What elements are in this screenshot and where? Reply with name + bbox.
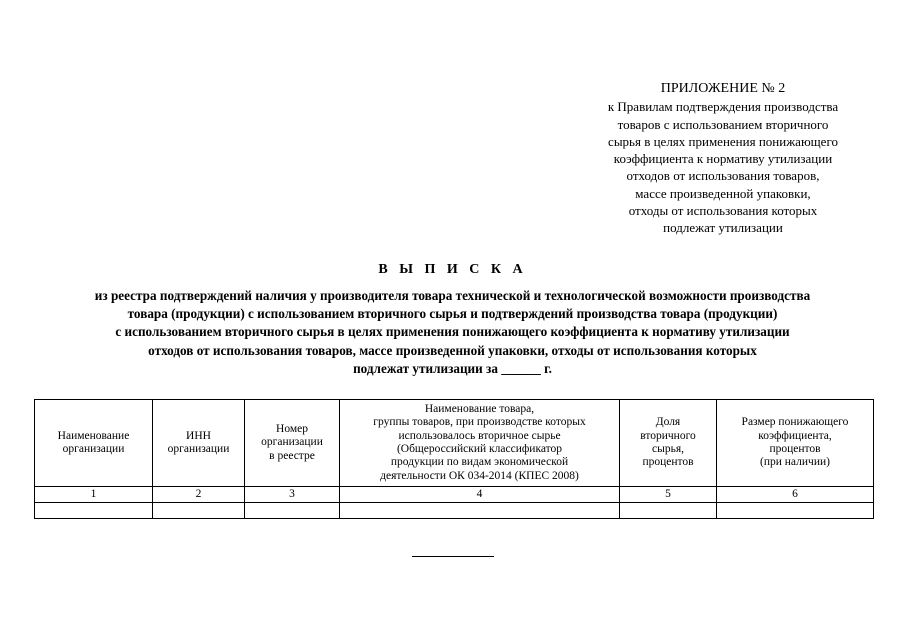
subtitle-line: из реестра подтверждений наличия у производителя товара технической и технологической возможности производства: [94, 288, 811, 303]
table-header-row: [35, 400, 874, 487]
header-product-name: Наименование товара, группы товаров, при производстве которых использовалось вторичное сырье (Общероссийский классификатор продукции по видам экономической деятельности ОК 034-2014 (КПЕС 2008): [340, 400, 620, 487]
empty-cell: [153, 503, 245, 519]
appendix-line: подлежат утилизации: [663, 220, 783, 236]
appendix-line: сырья в целях применения понижающего: [608, 133, 838, 149]
appendix-line: отходы от использования которых: [628, 203, 818, 219]
appendix-heading: ПРИЛОЖЕНИЕ № 2: [660, 81, 786, 96]
appendix-line: коэффициента к нормативу утилизации: [613, 151, 833, 167]
column-number: 1: [35, 487, 153, 503]
header-inn: ИНН организации: [153, 400, 245, 487]
document-subtitle: [30, 287, 875, 378]
appendix-line: к Правилам подтверждения производства: [607, 99, 839, 115]
column-number: 2: [153, 487, 245, 503]
registry-table: [34, 399, 874, 519]
subtitle-line: товара (продукции) с использованием вторичного сырья и подтверждений производства товара (продукции): [127, 306, 778, 322]
header-reduction-coefficient: Размер понижающего коэффициента, процентов (при наличии): [717, 400, 874, 487]
appendix-block: [575, 80, 871, 237]
column-number: 5: [620, 487, 717, 503]
empty-cell: [35, 503, 153, 519]
subtitle-line: подлежат утилизации за ______ г.: [353, 360, 552, 376]
empty-cell: [245, 503, 340, 519]
appendix-line: отходов от использования товаров,: [626, 168, 820, 184]
appendix-line: товаров с использованием вторичного: [617, 116, 829, 132]
document-title: В Ы П И С К А: [378, 262, 527, 277]
appendix-line: массе произведенной упаковки,: [635, 185, 811, 201]
header-recycled-share: Доля вторичного сырья, процентов: [620, 400, 717, 487]
subtitle-line: отходов от использования товаров, массе произведенной упаковки, отходы от использования которых: [148, 342, 757, 358]
empty-cell: [620, 503, 717, 519]
column-number: 3: [245, 487, 340, 503]
header-organization-name: Наименование организации: [35, 400, 153, 487]
table-row: [35, 503, 874, 519]
empty-cell: [717, 503, 874, 519]
column-number: 6: [717, 487, 874, 503]
empty-cell: [340, 503, 620, 519]
subtitle-line: с использованием вторичного сырья в целях применения понижающего коэффициента к нормативу утилизации: [115, 324, 790, 340]
column-number: 4: [340, 487, 620, 503]
footnote-separator: [412, 556, 494, 557]
header-registry-number: Номер организации в реестре: [245, 400, 340, 487]
column-number-row: [35, 487, 874, 503]
